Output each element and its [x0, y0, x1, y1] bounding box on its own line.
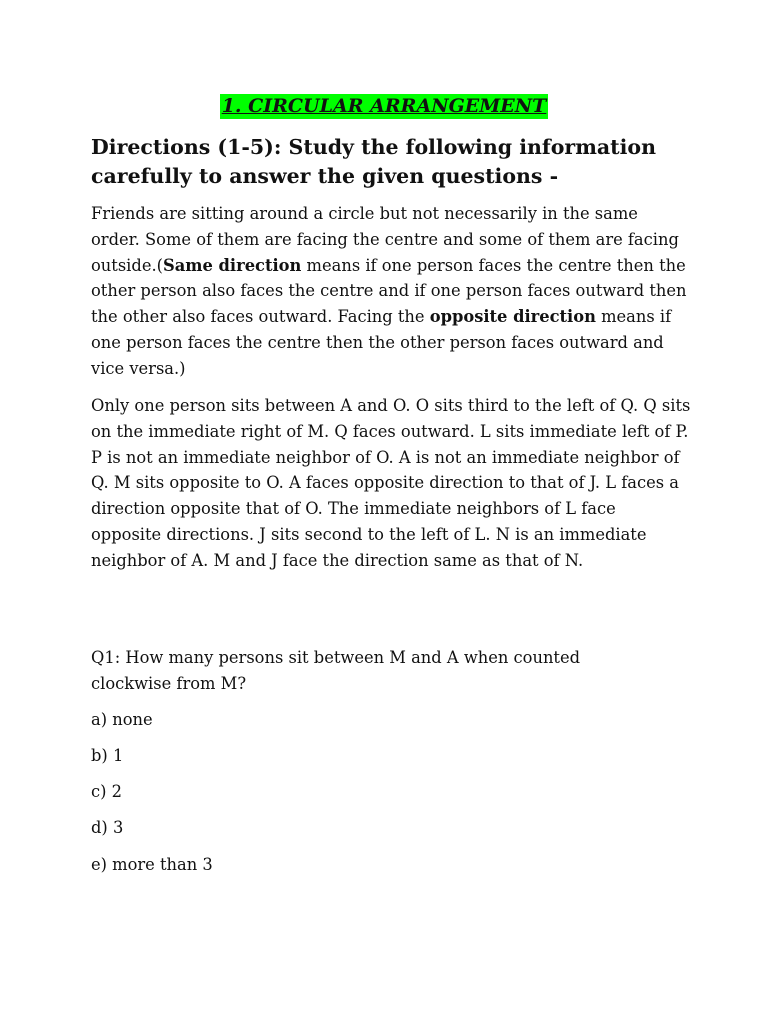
intro-text-3: means if one person faces the centre then the other person faces outward and vice versa.): [91, 307, 672, 378]
term-same-direction: Same direction: [162, 255, 302, 275]
directions-heading: Directions (1-5): Study the following information carefully to answer the given questions -: [91, 135, 657, 188]
section-title: 1. CIRCULAR ARRANGEMENT: [221, 95, 547, 117]
option-d: d) 3: [91, 818, 124, 837]
question-1: Q1: How many persons sit between M and A when counted clockwise from M?: [91, 648, 581, 693]
term-opposite-direction: opposite direction: [429, 307, 596, 327]
clues-paragraph: Only one person sits between A and O. O sits third to the left of Q. Q sits on the immediate right of M. Q faces outward. L sits immediate left of P. P is not an immediate neighbor of O. A is not an immediate neighbor of Q. M sits opposite to O. A faces opposite direction to that of J. L faces a direction opposite that of O. The immediate neighbors of L face opposite directions. J sits second to the left of L. N is an immediate neighbor of A. M and J face the direction same as that of N.: [91, 396, 691, 570]
title-container: [0, 94, 768, 119]
option-a: a) none: [91, 710, 153, 729]
option-e: e) more than 3: [91, 855, 213, 874]
intro-text-1: Friends are sitting around a circle but not necessarily in the same order. Some of them are facing the centre and some of them are facing outside.(: [91, 204, 679, 275]
option-b: b) 1: [91, 746, 124, 765]
intro-paragraph: [91, 201, 691, 382]
option-c: c) 2: [91, 782, 123, 801]
intro-text-2: means if one person faces the centre then the other person also faces the centre and if one person faces outward then the other also faces outward. Facing the: [91, 255, 687, 327]
